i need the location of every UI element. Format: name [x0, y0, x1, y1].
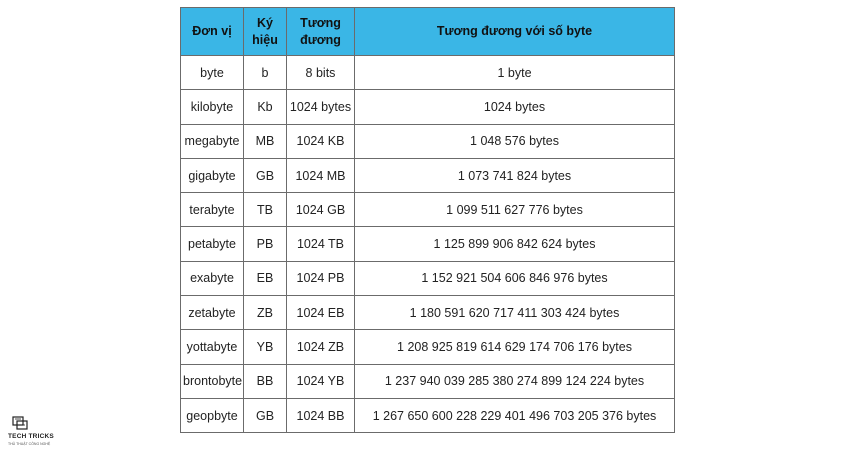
table-row [181, 261, 675, 295]
header-equivalent: Tương đương [287, 8, 355, 56]
cell-bytes: 1 267 650 600 228 229 401 496 703 205 376 bytes [355, 398, 675, 432]
cell-equivalent: 1024 KB [287, 124, 355, 158]
cell-bytes: 1 152 921 504 606 846 976 bytes [355, 261, 675, 295]
table-row [181, 364, 675, 398]
cell-symbol: GB [244, 398, 287, 432]
table-row [181, 193, 675, 227]
cell-symbol: Kb [244, 90, 287, 124]
cell-symbol: b [244, 56, 287, 90]
cell-bytes: 1 125 899 906 842 624 bytes [355, 227, 675, 261]
logo-brand: TECH TRICKS [8, 433, 54, 440]
cell-symbol: YB [244, 330, 287, 364]
tech-tricks-logo-icon [12, 416, 28, 430]
cell-bytes: 1 048 576 bytes [355, 124, 675, 158]
cell-symbol: MB [244, 124, 287, 158]
cell-unit: gigabyte [181, 158, 244, 192]
table-row [181, 330, 675, 364]
cell-equivalent: 1024 TB [287, 227, 355, 261]
cell-equivalent: 1024 ZB [287, 330, 355, 364]
cell-bytes: 1 237 940 039 285 380 274 899 124 224 bytes [355, 364, 675, 398]
cell-unit: byte [181, 56, 244, 90]
header-symbol: Ký hiệu [244, 8, 287, 56]
cell-bytes: 1 073 741 824 bytes [355, 158, 675, 192]
cell-equivalent: 1024 GB [287, 193, 355, 227]
cell-bytes: 1 180 591 620 717 411 303 424 bytes [355, 296, 675, 330]
table-row [181, 56, 675, 90]
cell-symbol: PB [244, 227, 287, 261]
cell-symbol: GB [244, 158, 287, 192]
cell-symbol: EB [244, 261, 287, 295]
cell-equivalent: 1024 PB [287, 261, 355, 295]
cell-bytes: 1024 bytes [355, 90, 675, 124]
cell-symbol: ZB [244, 296, 287, 330]
table-header-row [181, 8, 675, 56]
cell-symbol: TB [244, 193, 287, 227]
cell-unit: exabyte [181, 261, 244, 295]
cell-equivalent: 8 bits [287, 56, 355, 90]
cell-unit: kilobyte [181, 90, 244, 124]
header-bytes: Tương đương với số byte [355, 8, 675, 56]
table-row [181, 90, 675, 124]
table-row [181, 158, 675, 192]
cell-symbol: BB [244, 364, 287, 398]
header-unit: Đơn vị [181, 8, 244, 56]
cell-bytes: 1 099 511 627 776 bytes [355, 193, 675, 227]
cell-unit: zetabyte [181, 296, 244, 330]
cell-bytes: 1 byte [355, 56, 675, 90]
tech-tricks-logo [8, 416, 60, 448]
cell-unit: geopbyte [181, 398, 244, 432]
cell-equivalent: 1024 BB [287, 398, 355, 432]
logo-tagline: THỦ THUẬT CÔNG NGHỆ [8, 442, 51, 446]
cell-equivalent: 1024 bytes [287, 90, 355, 124]
units-table [180, 7, 675, 433]
table-row [181, 398, 675, 432]
cell-unit: terabyte [181, 193, 244, 227]
cell-equivalent: 1024 EB [287, 296, 355, 330]
cell-unit: petabyte [181, 227, 244, 261]
cell-unit: yottabyte [181, 330, 244, 364]
table-row [181, 227, 675, 261]
table-row [181, 124, 675, 158]
cell-equivalent: 1024 YB [287, 364, 355, 398]
cell-unit: megabyte [181, 124, 244, 158]
cell-unit: brontobyte [181, 364, 244, 398]
table-row [181, 296, 675, 330]
cell-equivalent: 1024 MB [287, 158, 355, 192]
cell-bytes: 1 208 925 819 614 629 174 706 176 bytes [355, 330, 675, 364]
